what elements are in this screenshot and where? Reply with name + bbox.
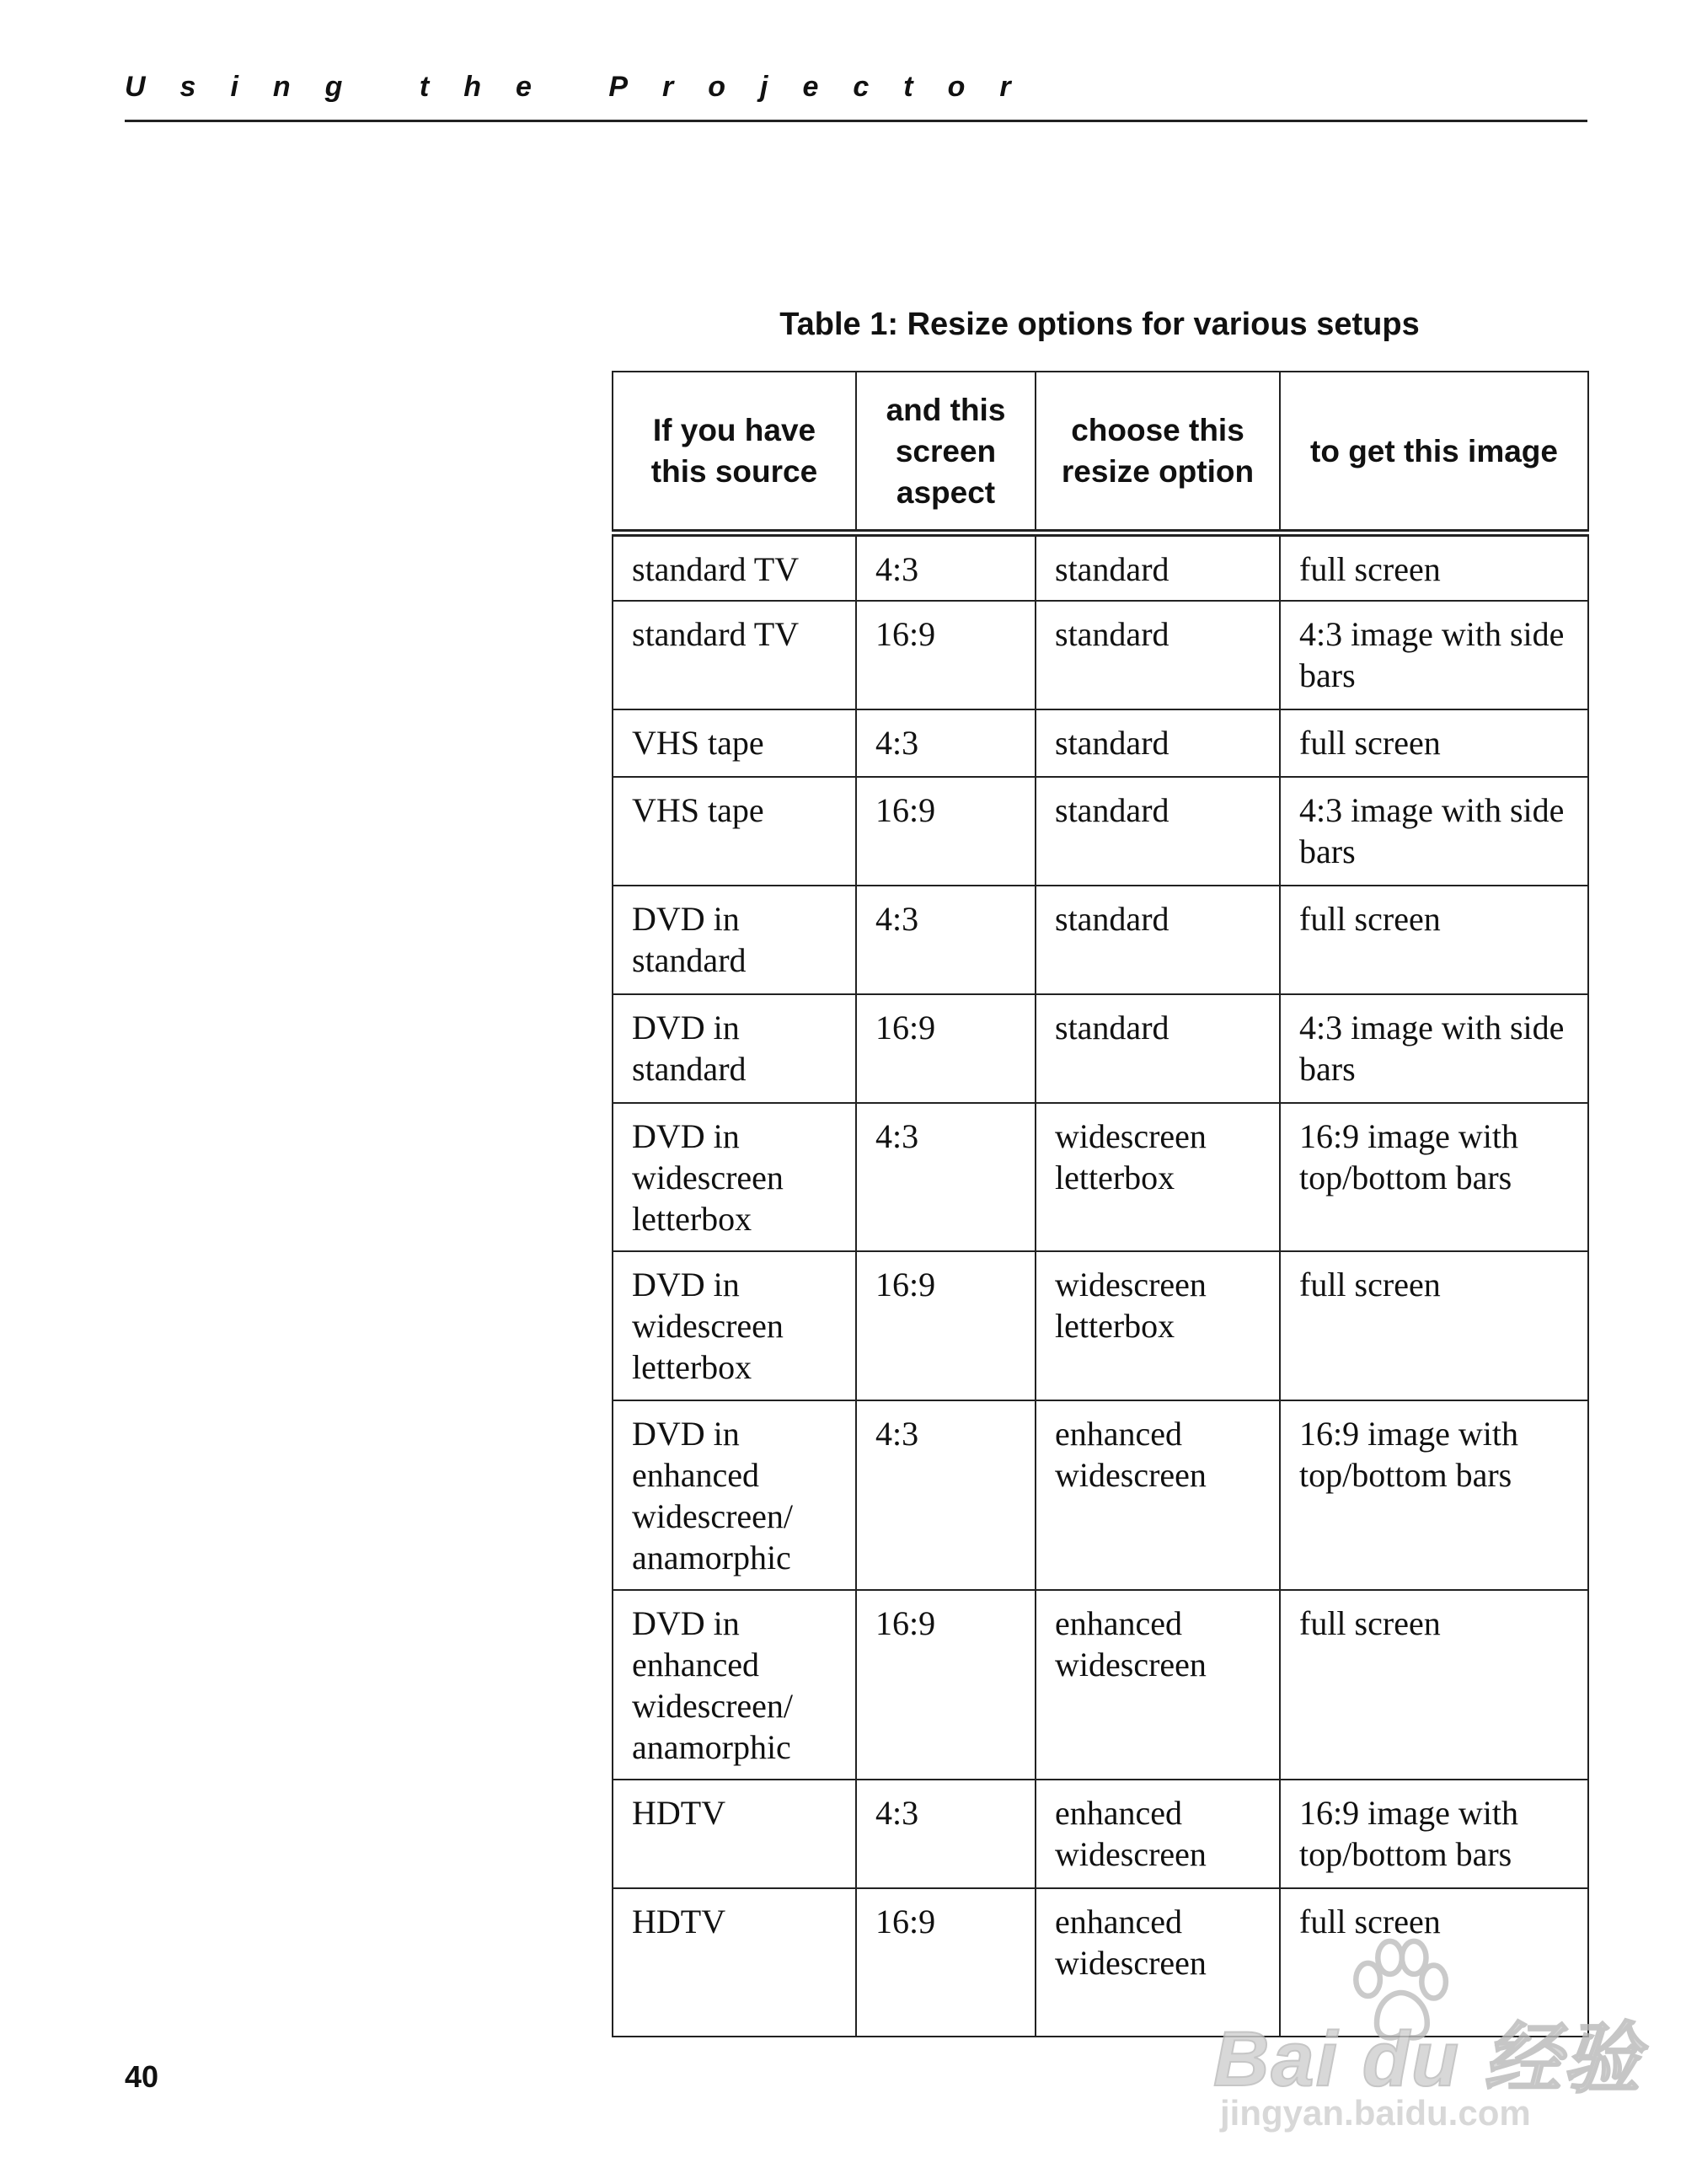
- table-row: [613, 1590, 1588, 1780]
- baidu-watermark: [1196, 1938, 1642, 2140]
- cell-result: full screen: [1280, 1590, 1588, 1780]
- table-row: [613, 601, 1588, 709]
- cell-resize-option: standard: [1036, 533, 1280, 601]
- cell-source: DVD in standard: [613, 994, 856, 1103]
- cell-resize-option: enhanced widescreen: [1036, 1400, 1280, 1590]
- cell-resize-option: standard: [1036, 886, 1280, 994]
- cell-result: full screen: [1280, 1888, 1588, 2037]
- cell-aspect: 4:3: [856, 1400, 1036, 1590]
- cell-resize-option: enhanced widescreen: [1036, 1888, 1280, 2037]
- column-header-screen-aspect: and this screen aspect: [856, 372, 1036, 533]
- column-header-result-image: to get this image: [1280, 372, 1588, 533]
- running-head: Using the Projector: [125, 71, 1046, 103]
- cell-aspect: 16:9: [856, 1590, 1036, 1780]
- table-row: [613, 709, 1588, 777]
- cell-source: VHS tape: [613, 709, 856, 777]
- cell-aspect: 4:3: [856, 533, 1036, 601]
- cell-result: full screen: [1280, 886, 1588, 994]
- header-rule: [125, 120, 1587, 122]
- cell-source: DVD in standard: [613, 886, 856, 994]
- cell-aspect: 4:3: [856, 886, 1036, 994]
- cell-aspect: 4:3: [856, 1103, 1036, 1251]
- table-row: [613, 1400, 1588, 1590]
- cell-source: DVD in enhanced widescreen/ anamorphic: [613, 1590, 856, 1780]
- cell-resize-option: enhanced widescreen: [1036, 1780, 1280, 1888]
- table-row: [613, 886, 1588, 994]
- cell-resize-option: widescreen letterbox: [1036, 1103, 1280, 1251]
- cell-source: VHS tape: [613, 777, 856, 886]
- cell-aspect: 16:9: [856, 1888, 1036, 2037]
- cell-source: HDTV: [613, 1780, 856, 1888]
- column-header-source: If you have this source: [613, 372, 856, 533]
- cell-resize-option: widescreen letterbox: [1036, 1251, 1280, 1400]
- cell-result: 16:9 image with top/bottom bars: [1280, 1780, 1588, 1888]
- cell-aspect: 4:3: [856, 709, 1036, 777]
- table-row: [613, 994, 1588, 1103]
- cell-source: DVD in widescreen letterbox: [613, 1251, 856, 1400]
- cell-source: standard TV: [613, 533, 856, 601]
- watermark-mark: Bai du 经验: [1213, 2016, 1642, 2102]
- cell-result: 4:3 image with side bars: [1280, 777, 1588, 886]
- cell-result: 16:9 image with top/bottom bars: [1280, 1400, 1588, 1590]
- resize-options-table: [612, 371, 1589, 2037]
- cell-result: 16:9 image with top/bottom bars: [1280, 1103, 1588, 1251]
- table-row: [613, 1780, 1588, 1888]
- cell-resize-option: enhanced widescreen: [1036, 1590, 1280, 1780]
- cell-aspect: 16:9: [856, 601, 1036, 709]
- cell-result: full screen: [1280, 533, 1588, 601]
- table-row: [613, 777, 1588, 886]
- table-row: [613, 1103, 1588, 1251]
- table-row: [613, 1251, 1588, 1400]
- watermark-url: jingyan.baidu.com: [1220, 2093, 1531, 2133]
- cell-source: HDTV: [613, 1888, 856, 2037]
- table-row: [613, 533, 1588, 601]
- cell-result: 4:3 image with side bars: [1280, 601, 1588, 709]
- cell-aspect: 16:9: [856, 777, 1036, 886]
- page-number: 40: [125, 2059, 159, 2094]
- table-caption: Table 1: Resize options for various setups: [779, 307, 1420, 342]
- cell-aspect: 16:9: [856, 994, 1036, 1103]
- cell-result: full screen: [1280, 1251, 1588, 1400]
- cell-aspect: 16:9: [856, 1251, 1036, 1400]
- table-header-row: [613, 372, 1588, 533]
- cell-resize-option: standard: [1036, 777, 1280, 886]
- cell-aspect: 4:3: [856, 1780, 1036, 1888]
- column-header-resize-option: choose this resize option: [1036, 372, 1280, 533]
- cell-result: full screen: [1280, 709, 1588, 777]
- cell-resize-option: standard: [1036, 709, 1280, 777]
- cell-source: DVD in enhanced widescreen/ anamorphic: [613, 1400, 856, 1590]
- cell-resize-option: standard: [1036, 994, 1280, 1103]
- cell-result: 4:3 image with side bars: [1280, 994, 1588, 1103]
- cell-source: standard TV: [613, 601, 856, 709]
- cell-resize-option: standard: [1036, 601, 1280, 709]
- cell-source: DVD in widescreen letterbox: [613, 1103, 856, 1251]
